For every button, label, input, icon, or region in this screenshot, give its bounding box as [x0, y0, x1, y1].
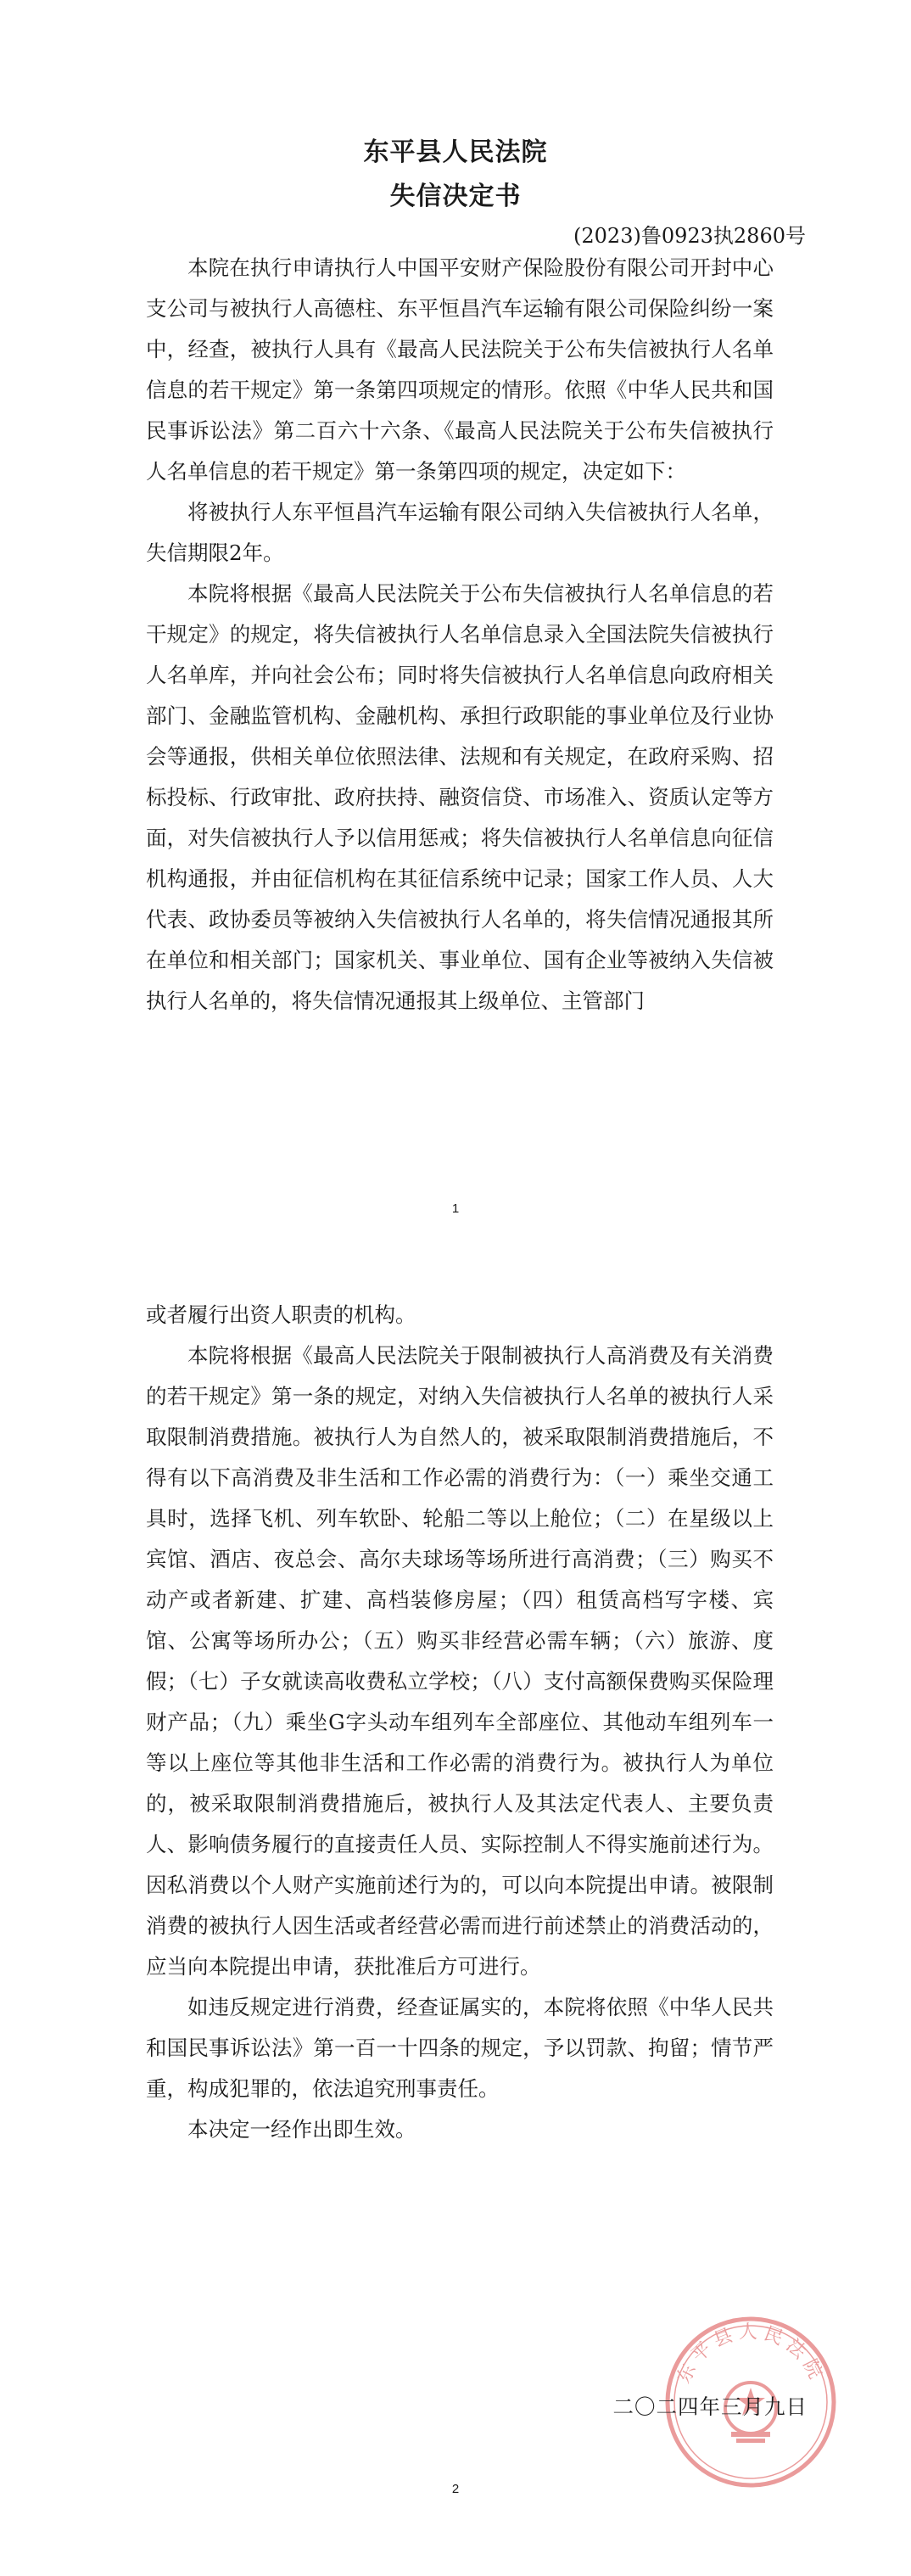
paragraph-decision: 将被执行人东平恒昌汽车运输有限公司纳入失信被执行人名单，失信期限2年。 [146, 500, 774, 565]
paragraph-effective: 本决定一经作出即生效。 [187, 2117, 416, 2142]
svg-text:东平县人民法院: 东平县人民法院 [673, 2321, 829, 2388]
paragraph-publication: 本院将根据《最高人民法院关于公布失信被执行人名单信息的若干规定》的规定，将失信被执行人名单信息录入全国法院失信被执行人名单库，并向社会公布；同时将失信被执行人名单信息向政府相关部门、金融监管机构、金融机构、承担行政职能的事业单位及行业协会等通报，供相关单位依照法律、法规和有关规定，在政府采购、招标投标、行政审批、政府扶持、融资信贷、市场准入、资质认定等方面，对失信被执行人予以信用惩戒；将失信被执行人名单信息向征信机构通报，并由征信机构在其征信系统中记录；国家工作人员、人大代表、政协委员等被纳入失信被执行人名单的，将失信情况通报其所在单位和相关部门；国家机关、事业单位、国有企业等被纳入失信被执行人名单的，将失信情况通报其上级单位、主管部门 [146, 581, 774, 1013]
page2-body [146, 1295, 774, 2150]
page-number: 1 [451, 1201, 460, 1216]
paragraph-consumption-restriction: 本院将根据《最高人民法院关于限制被执行人高消费及有关消费的若干规定》第一条的规定，对纳入失信被执行人名单的被执行人采取限制消费措施。被执行人为自然人的，被采取限制消费措施后，不得有以下高消费及非生活和工作必需的消费行为：（一）乘坐交通工具时，选择飞机、列车软卧、轮船二等以上舱位；（二）在星级以上宾馆、酒店、夜总会、高尔夫球场等场所进行高消费；（三）购买不动产或者新建、扩建、高档装修房屋；（四）租赁高档写字楼、宾馆、公寓等场所办公；（五）购买非经营必需车辆；（六）旅游、度假；（七）子女就读高收费私立学校；（八）支付高额保费购买保险理财产品；（九）乘坐G字头动车组列车全部座位、其他动车组列车一等以上座位等其他非生活和工作必需的消费行为。被执行人为单位的，被采取限制消费措施后，被执行人及其法定代表人、主要负责人、影响债务履行的直接责任人员、实际控制人不得实施前述行为。因私消费以个人财产实施前述行为的，可以向本院提出申请。被限制消费的被执行人因生活或者经营必需而进行前述禁止的消费活动的，应当向本院提出申请，获批准后方可进行。 [146, 1343, 774, 1979]
document-page-2 [0, 1288, 911, 2576]
page-number: 2 [451, 2482, 460, 2496]
page1-body [146, 248, 774, 1022]
paragraph-facts: 本院在执行申请执行人中国平安财产保险股份有限公司开封中心支公司与被执行人高德柱、东平恒昌汽车运输有限公司保险纠纷一案中，经查，被执行人具有《最高人民法院关于公布失信被执行人名单信息的若干规定》第一条第四项规定的情形。依照《中华人民共和国民事诉讼法》第二百六十六条、《最高人民法院关于公布失信被执行人名单信息的若干规定》第一条第四项的规定，决定如下： [146, 255, 774, 484]
decision-date: 二〇二四年三月九日 [612, 2394, 808, 2419]
paragraph-penalty: 如违反规定进行消费，经查证属实的，本院将依照《中华人民共和国民事诉讼法》第一百一十四条的规定，予以罚款、拘留；情节严重，构成犯罪的，依法追究刑事责任。 [146, 1995, 774, 2101]
document-title: 失信决定书 [389, 182, 522, 211]
paragraph-continuation: 或者履行出资人职责的机构。 [146, 1302, 416, 1327]
court-name-heading: 东平县人民法院 [363, 137, 548, 167]
case-number: (2023)鲁0923执2860号 [573, 224, 806, 248]
